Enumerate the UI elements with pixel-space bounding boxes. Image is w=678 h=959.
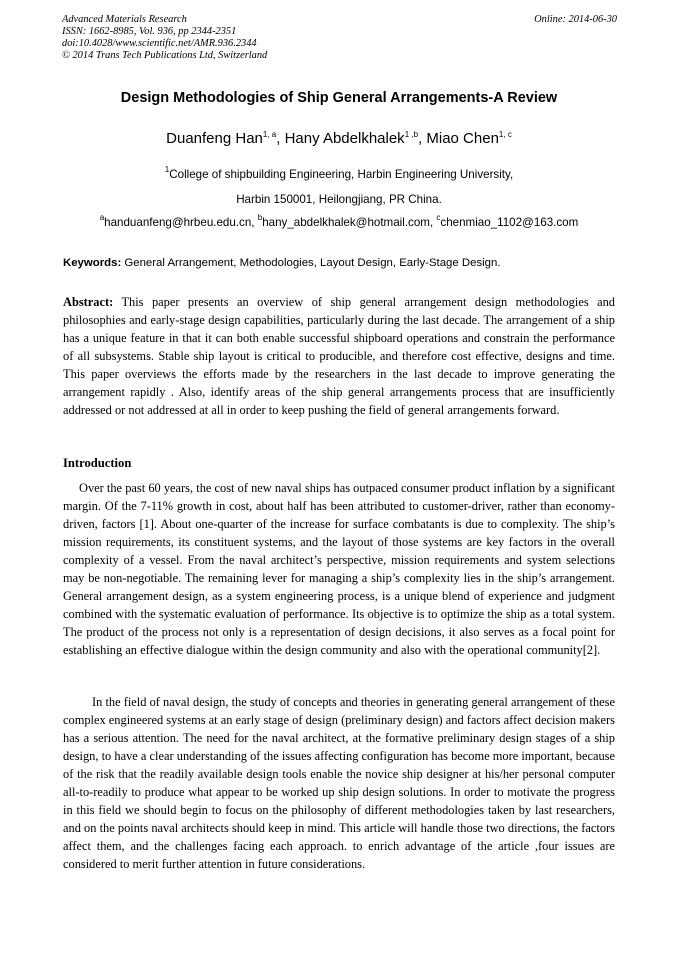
email-separator: , [429, 216, 437, 229]
author-name: Miao Chen [426, 130, 499, 147]
paper-title: Design Methodologies of Ship General Arrangements-A Review [120, 90, 558, 106]
email-mark: c [436, 213, 441, 222]
affiliation-line-2: Harbin 150001, Heilongjiang, PR China. [236, 193, 442, 206]
email-mark: b [257, 213, 263, 222]
author-separator: , [276, 130, 285, 147]
affiliation-text: College of shipbuilding Engineering, Harbin Engineering University, [169, 168, 514, 181]
section-heading-introduction: Introduction [63, 456, 132, 470]
intro-paragraph-2: In the field of naval design, the study of concepts and theories in generating general arrangement of these complex engineered systems at an early stage of design (preliminary design) and factors affect decision makers has a serious attention. The need for the naval architect, at the formative preliminary design stages of a ship design, to have a clear understanding of the issues affecting configuration has become more important, because of the risk that the readily available design tools enable the novice ship designer at his/her personal computer all-to-readily to produce what appear to be worked up ship design solutions. In order to motivate the progress in this field we should begin to focus on the philosophy of different methodologies taken by last researchers, and on the points naval architects should keep in mind. This article will handle those two directions, the factors affect them, and the challenges facing each approach. to enrich advantage of the article ,four issues are considered to merit further attention in future considerations. [63, 695, 615, 871]
journal-issn: ISSN: 1662-8985, Vol. 936, pp 2344-2351 [62, 26, 237, 37]
keywords [63, 257, 615, 269]
abstract-text: This paper presents an overview of ship general arrangement design methodologies and philosophies and early-stage design capabilities, particularly during the last decade. The arrangement of a ship has a unique feature in that it can both enable successful shipboard operations and constrain the performance of all subsystems. Stable ship layout is critical to producible, and therefore cost effective, designs and time. This paper overviews the efforts made by the researchers in the last decade to improve generating the arrangement rapidly . Also, identify areas of the ship general arrangements process that are insufficiently addressed or not addressed at all in order to keep pushing the field of general arrangements forward. [63, 295, 615, 417]
author-list [0, 130, 678, 147]
author-affiliation-mark: 1, c [498, 130, 512, 139]
journal-header [62, 14, 617, 62]
journal-copyright: © 2014 Trans Tech Publications Ltd, Switzerland [62, 50, 268, 61]
email-list [0, 213, 678, 229]
keywords-text: General Arrangement, Methodologies, Layout Design, Early-Stage Design. [121, 257, 501, 269]
keywords-label: Keywords: [63, 257, 122, 269]
email-separator: , [251, 216, 258, 229]
intro-paragraph-1: Over the past 60 years, the cost of new naval ships has outpaced consumer product inflation by a significant margin. Of the 7-11% growth in cost, about half has been attributed to customer-driver, rather than economy-driven, factors [1]. About one-quarter of the increase for surface combatants is due to complexity. The ship’s mission requirements, its constituent systems, and the layout of those systems are key factors in the overall complexity of a vessel. From the naval architect’s perspective, mission requirements and system selections may be non-negotiable. The remaining lever for managing a ship’s complexity lies in the ship’s arrangement. General arrangement design, as a system engineering process, is a unique blend of experience and judgment combined with the systematic evaluation of performance. Its objective is to optimize the ship as a total system. The product of the process not only is a representation of design decisions, it also serves as a focal point for establishing an effective dialogue within the design community and also with the operational community[2]. [63, 481, 615, 657]
abstract-label: Abstract: [63, 295, 114, 309]
affiliation-line-1 [0, 165, 678, 181]
author-affiliation-mark: 1 ,b [404, 130, 419, 139]
affiliation-mark: 1 [164, 165, 170, 174]
author-separator: , [418, 130, 427, 147]
journal-doi: doi:10.4028/www.scientific.net/AMR.936.2344 [62, 38, 257, 49]
email-mark: a [99, 213, 105, 222]
email-address: hany_abdelkhalek@hotmail.com [262, 216, 430, 229]
author-affiliation-mark: 1, a [262, 130, 277, 139]
email-address: chenmiao_1102@163.com [440, 216, 579, 229]
online-date: Online: 2014-06-30 [534, 14, 617, 25]
email-address: handuanfeng@hrbeu.edu.cn [104, 216, 252, 229]
author-name: Hany Abdelkhalek [284, 130, 405, 147]
abstract [63, 293, 615, 419]
author-name: Duanfeng Han [166, 130, 263, 147]
journal-name: Advanced Materials Research [62, 14, 187, 25]
